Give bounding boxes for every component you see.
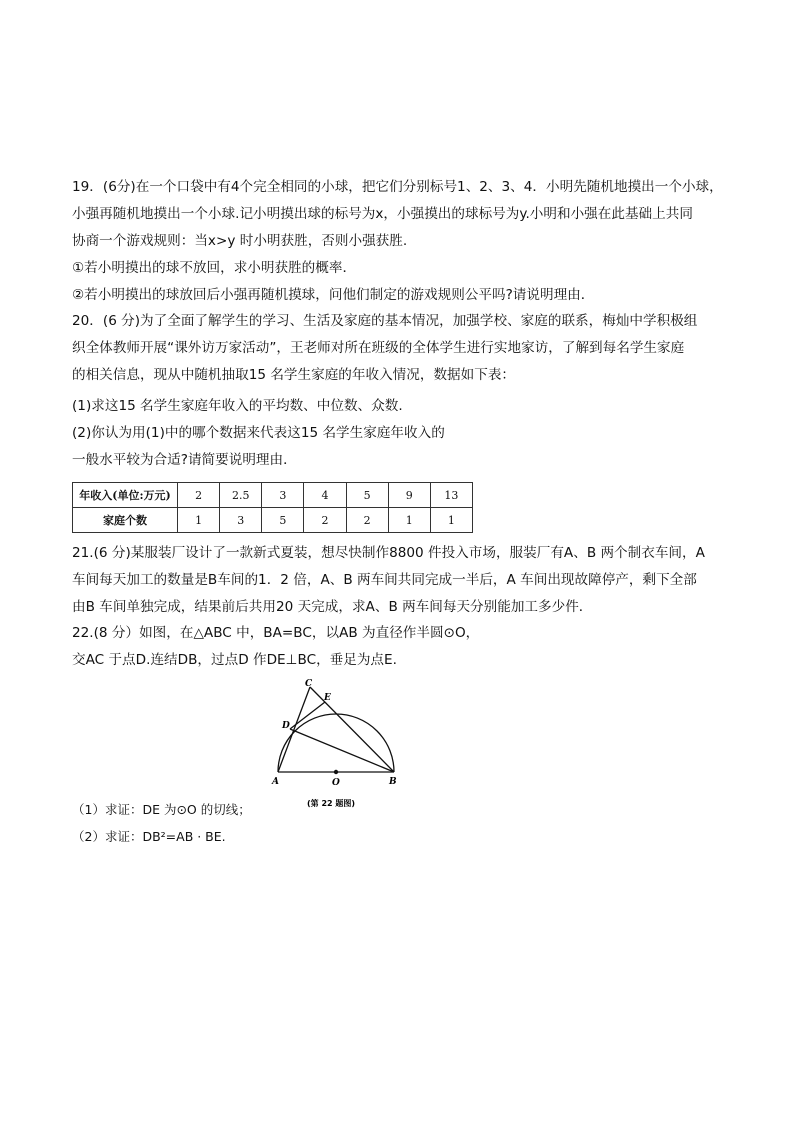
segment-bc xyxy=(310,687,394,772)
q19-line-2: 小强再随机地摸出一个小球.记小明摸出球的标号为x，小强摸出的球标号为y.小明和小强在此基础上共同 xyxy=(72,206,693,222)
geometry-figure xyxy=(266,676,416,812)
q19-part-2: ②若小明摸出的球放回后小强再随机摸球，问他们制定的游戏规则公平吗?请说明理由． xyxy=(72,287,595,303)
income-cell: 4 xyxy=(304,483,346,508)
count-cell: 1 xyxy=(178,508,220,533)
q19-part-1: ①若小明摸出的球不放回，求小明获胜的概率． xyxy=(72,260,357,276)
q19-line-1: 19．(6分)在一个口袋中有4个完全相同的小球，把它们分别标号1、2、3、4．小明先随机地摸出一个小球， xyxy=(72,179,723,195)
income-table xyxy=(72,482,473,533)
semicircle-arc xyxy=(278,714,394,772)
label-a: A xyxy=(272,777,279,787)
q19-line-3: 协商一个游戏规则：当x>y 时小明获胜，否则小强获胜. xyxy=(72,233,408,249)
figure-caption: (第 22 题图) xyxy=(307,799,356,808)
q20-part-2a: (2)你认为用(1)中的哪个数据来代表这15 名学生家庭年收入的 xyxy=(72,425,445,441)
label-o: O xyxy=(332,778,340,788)
income-cell: 5 xyxy=(346,483,388,508)
q21-line-3: 由B 车间单独完成，结果前后共用20 天完成，求A、B 两车间每天分别能加工多少件． xyxy=(72,599,593,615)
q22-part-2: （2）求证：DB²=AB · BE. xyxy=(72,829,226,844)
table-row xyxy=(73,483,473,508)
q22-line-2: 交AC 于点D.连结DB，过点D 作DE⊥BC，垂足为点E. xyxy=(72,652,397,668)
q20-line-2: 织全体教师开展“课外访万家活动”，王老师对所在班级的全体学生进行实地家访，了解到每名学生家庭 xyxy=(72,340,685,356)
count-cell: 2 xyxy=(346,508,388,533)
label-d: D xyxy=(282,721,290,731)
count-cell: 2 xyxy=(304,508,346,533)
table-row xyxy=(73,508,473,533)
segment-db xyxy=(290,729,394,772)
label-b: B xyxy=(389,777,397,787)
label-c: C xyxy=(305,679,313,689)
count-header-cell: 家庭个数 xyxy=(73,508,178,533)
count-cell: 5 xyxy=(262,508,304,533)
q20-line-3: 的相关信息，现从中随机抽取15 名学生家庭的年收入情况，数据如下表： xyxy=(72,367,516,383)
income-cell: 3 xyxy=(262,483,304,508)
q20-part-1: (1)求这15 名学生家庭年收入的平均数、中位数、众数. xyxy=(72,398,403,414)
income-cell: 9 xyxy=(388,483,430,508)
q22-line-1: 22.(8 分）如图，在△ABC 中，BA=BC，以AB 为直径作半圆⊙O， xyxy=(72,625,480,641)
count-cell: 1 xyxy=(430,508,472,533)
income-cell: 13 xyxy=(430,483,472,508)
count-cell: 3 xyxy=(220,508,262,533)
income-cell: 2 xyxy=(178,483,220,508)
label-e: E xyxy=(324,693,331,703)
income-header-cell: 年收入(单位:万元) xyxy=(73,483,178,508)
q20-part-2b: 一般水平较为合适?请简要说明理由． xyxy=(72,452,297,468)
q20-line-1: 20．(6 分)为了全面了解学生的学习、生活及家庭的基本情况，加强学校、家庭的联系，梅灿中学积极组 xyxy=(72,313,698,329)
count-cell: 1 xyxy=(388,508,430,533)
q21-line-2: 车间每天加工的数量是B车间的1．2 倍，A、B 两车间共同完成一半后，A 车间出现故障停产，剩下全部 xyxy=(72,572,697,588)
q22-part-1: （1）求证：DE 为⊙O 的切线； xyxy=(72,802,251,817)
center-point-o xyxy=(334,770,338,774)
q21-line-1: 21.(6 分)某服装厂设计了一款新式夏装，想尽快制作8800 件投入市场，服装厂有A、B 两个制衣车间，A xyxy=(72,545,705,561)
income-cell: 2.5 xyxy=(220,483,262,508)
